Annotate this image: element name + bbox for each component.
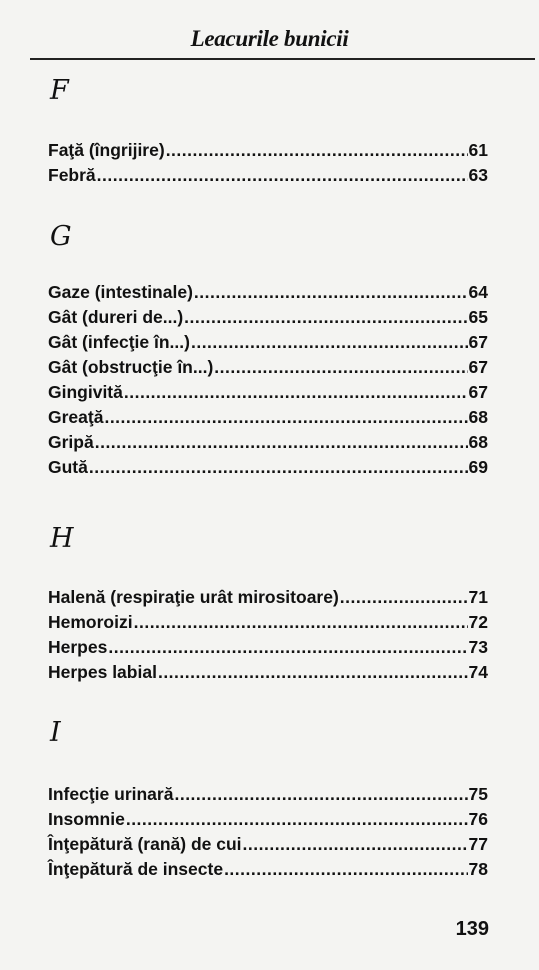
entry-page-number: 69 xyxy=(468,457,488,477)
dot-leader xyxy=(214,355,467,380)
index-entry xyxy=(48,330,488,355)
entry-page-number: 68 xyxy=(468,432,488,452)
dot-leader xyxy=(104,405,467,430)
index-entry xyxy=(48,138,488,163)
index-entry xyxy=(48,660,488,685)
index-entry xyxy=(48,430,488,455)
dot-leader xyxy=(126,807,468,832)
running-header: Leacurile bunicii xyxy=(190,26,349,51)
index-entry xyxy=(48,280,488,305)
index-section-f xyxy=(48,74,488,188)
section-letter: H xyxy=(50,523,74,554)
entry-title: Hemoroizi xyxy=(48,612,133,632)
entry-page-number: 67 xyxy=(468,357,488,377)
index-entry xyxy=(48,832,488,857)
entry-page-number: 75 xyxy=(468,784,488,804)
entry-title: Febră xyxy=(48,165,96,185)
entry-list xyxy=(48,585,488,685)
dot-leader xyxy=(89,455,468,480)
entry-page-number: 65 xyxy=(468,307,488,327)
index-entry xyxy=(48,782,488,807)
index-entry xyxy=(48,380,488,405)
entry-page-number: 72 xyxy=(468,612,488,632)
dot-leader xyxy=(166,138,468,163)
entry-title: Herpes labial xyxy=(48,662,157,682)
index-section-i xyxy=(48,716,488,882)
index-entry xyxy=(48,355,488,380)
entry-title: Infecţie urinară xyxy=(48,784,174,804)
entry-page-number: 78 xyxy=(468,859,488,879)
entry-page-number: 64 xyxy=(468,282,488,302)
index-entry xyxy=(48,610,488,635)
header-rule xyxy=(30,58,535,60)
dot-leader xyxy=(97,163,468,188)
index-entry xyxy=(48,585,488,610)
entry-page-number: 63 xyxy=(468,165,488,185)
entry-page-number: 67 xyxy=(468,382,488,402)
index-entry xyxy=(48,635,488,660)
index-section-h xyxy=(48,522,488,685)
section-letter: G xyxy=(50,221,72,252)
entry-title: Faţă (îngrijire) xyxy=(48,140,165,160)
dot-leader xyxy=(95,430,468,455)
page-number: 139 xyxy=(455,918,489,940)
entry-page-number: 77 xyxy=(468,834,488,854)
entry-title: Gât (infecţie în...) xyxy=(48,332,190,352)
dot-leader xyxy=(124,380,468,405)
entry-page-number: 67 xyxy=(468,332,488,352)
entry-title: Înţepătură (rană) de cui xyxy=(48,834,242,854)
entry-title: Halenă (respiraţie urât mirositoare) xyxy=(48,587,339,607)
index-entry xyxy=(48,305,488,330)
entry-list xyxy=(48,280,488,480)
index-section-g xyxy=(48,220,488,480)
dot-leader xyxy=(134,610,468,635)
dot-leader xyxy=(191,330,468,355)
index-entry xyxy=(48,163,488,188)
entry-page-number: 68 xyxy=(468,407,488,427)
entry-title: Gaze (intestinale) xyxy=(48,282,193,302)
entry-page-number: 61 xyxy=(468,140,488,160)
entry-title: Gât (obstrucţie în...) xyxy=(48,357,214,377)
entry-title: Herpes xyxy=(48,637,108,657)
entry-title: Insomnie xyxy=(48,809,125,829)
dot-leader xyxy=(243,832,468,857)
section-letter: F xyxy=(50,75,69,106)
index-entry xyxy=(48,455,488,480)
index-entry xyxy=(48,807,488,832)
entry-title: Gripă xyxy=(48,432,94,452)
dot-leader xyxy=(224,857,467,882)
entry-list xyxy=(48,138,488,188)
dot-leader xyxy=(194,280,468,305)
entry-page-number: 76 xyxy=(468,809,488,829)
section-letter: I xyxy=(50,717,61,748)
entry-title: Gingivită xyxy=(48,382,123,402)
entry-title: Gută xyxy=(48,457,88,477)
entry-title: Înţepătură de insecte xyxy=(48,859,224,879)
entry-title: Greaţă xyxy=(48,407,104,427)
dot-leader xyxy=(184,305,467,330)
dot-leader xyxy=(340,585,468,610)
dot-leader xyxy=(158,660,468,685)
entry-list xyxy=(48,782,488,882)
entry-page-number: 71 xyxy=(468,587,488,607)
index-entry xyxy=(48,857,488,882)
index-entry xyxy=(48,405,488,430)
entry-title: Gât (dureri de...) xyxy=(48,307,184,327)
entry-page-number: 74 xyxy=(468,662,488,682)
entry-page-number: 73 xyxy=(468,637,488,657)
dot-leader xyxy=(108,635,467,660)
dot-leader xyxy=(174,782,467,807)
